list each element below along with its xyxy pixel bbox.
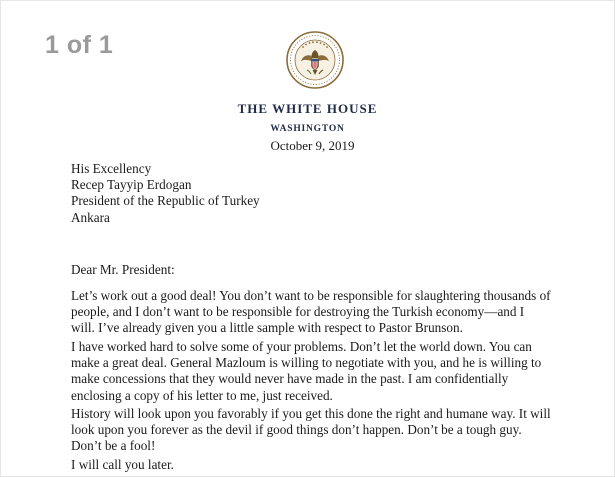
letterhead-city: WASHINGTON [270,124,345,134]
addressee-line: Recep Tayyip Erdogan [71,177,192,193]
letter-date: October 9, 2019 [270,138,355,153]
addressee-line: President of the Republic of Turkey [71,193,260,209]
addressee-block [71,161,260,226]
letter-paragraph: I have worked hard to solve some of your problems. Don’t let the world down. You can make a great deal. General Mazloum is willing to negotiate with you, and he is willing to make concessions that they would never have made in the past. I am confidentially enclosing a copy of his letter to me, just received. [71,339,542,403]
letter-closing: I will call you later. [71,457,174,472]
letterhead-title: THE WHITE HOUSE [237,101,378,116]
letter-paragraph: Let’s work out a good deal! You don’t want to be responsible for slaughtering thousands of people, and I don’t want to be responsible for destroying the Turkish economy—and I will. I’ve already given you a little sample with respect to Pastor Brunson. [71,288,551,336]
letter-paragraph: History will look upon you favorably if you get this done the right and humane way. It will look upon you forever as the devil if good things don’t happen. Don’t be a tough guy. Don’t be a fool! [71,406,551,454]
addressee-line: His Excellency [71,161,152,176]
page-counter: 1 of 1 [45,31,114,59]
addressee-line: Ankara [71,209,110,225]
salutation: Dear Mr. President: [71,262,175,277]
presidential-seal-icon [285,30,345,90]
